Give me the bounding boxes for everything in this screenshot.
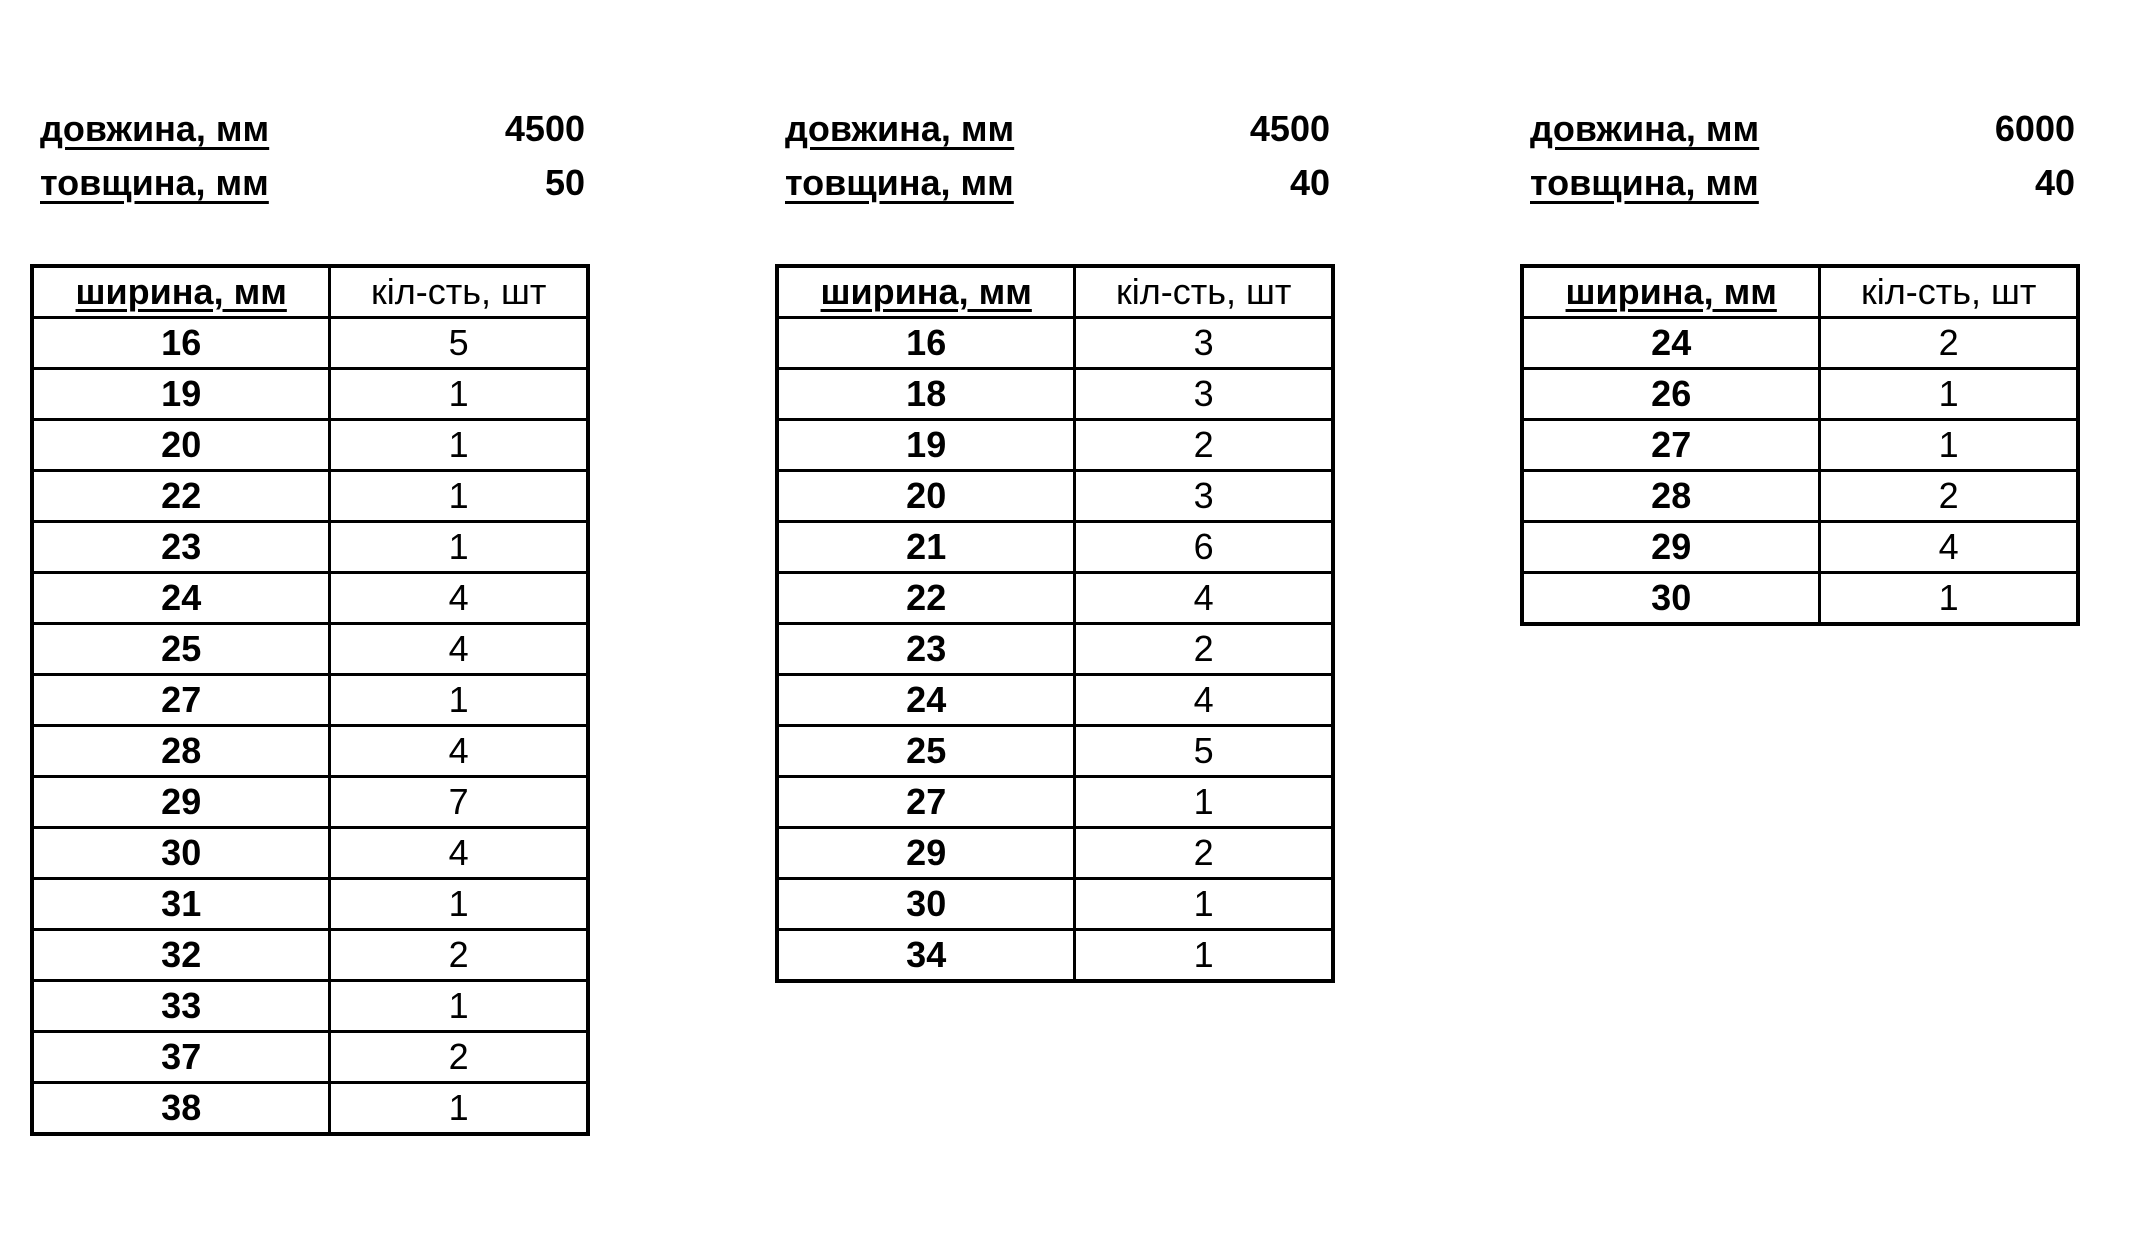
width-cell: 29 [1522, 522, 1820, 573]
width-cell: 19 [32, 369, 330, 420]
widths-table [775, 264, 1335, 983]
qty-column-header: кіл-сть, шт [1820, 266, 2078, 318]
width-cell: 24 [1522, 318, 1820, 369]
qty-cell: 2 [1820, 471, 2078, 522]
qty-cell: 1 [1075, 777, 1333, 828]
width-cell: 29 [32, 777, 330, 828]
table-row [32, 624, 588, 675]
table-row [32, 420, 588, 471]
table-row [777, 624, 1333, 675]
table-row [1522, 318, 2078, 369]
width-cell: 16 [777, 318, 1075, 369]
width-cell: 20 [777, 471, 1075, 522]
qty-cell: 4 [330, 726, 588, 777]
qty-cell: 2 [330, 930, 588, 981]
table-row [32, 318, 588, 369]
table-row [777, 471, 1333, 522]
width-column-header: ширина, мм [32, 266, 330, 318]
table-row [32, 726, 588, 777]
table-row [32, 369, 588, 420]
table-row [32, 930, 588, 981]
qty-cell: 1 [1820, 420, 2078, 471]
qty-cell: 5 [1075, 726, 1333, 777]
table-row [777, 930, 1333, 982]
length-value: 6000 [1994, 108, 2075, 149]
length-row [40, 108, 585, 158]
width-cell: 25 [777, 726, 1075, 777]
width-cell: 24 [32, 573, 330, 624]
width-cell: 38 [32, 1083, 330, 1135]
thickness-label: товщина, мм [1530, 162, 1759, 203]
thickness-value: 40 [1289, 162, 1330, 203]
table-row [1522, 369, 2078, 420]
table-row [1522, 522, 2078, 573]
length-row [1530, 108, 2075, 158]
width-cell: 28 [32, 726, 330, 777]
qty-cell: 4 [330, 828, 588, 879]
table-row [777, 726, 1333, 777]
qty-cell: 4 [330, 624, 588, 675]
width-cell: 32 [32, 930, 330, 981]
table-row [32, 1032, 588, 1083]
width-column-header: ширина, мм [777, 266, 1075, 318]
width-cell: 23 [777, 624, 1075, 675]
width-cell: 27 [32, 675, 330, 726]
width-cell: 27 [1522, 420, 1820, 471]
thickness-value: 40 [2034, 162, 2075, 203]
qty-cell: 6 [1075, 522, 1333, 573]
qty-cell: 3 [1075, 318, 1333, 369]
thickness-row [785, 162, 1330, 212]
qty-cell: 2 [330, 1032, 588, 1083]
width-cell: 20 [32, 420, 330, 471]
qty-column-header: кіл-сть, шт [330, 266, 588, 318]
table-row [32, 879, 588, 930]
width-cell: 26 [1522, 369, 1820, 420]
width-cell: 18 [777, 369, 1075, 420]
length-label: довжина, мм [1530, 108, 1760, 149]
width-cell: 33 [32, 981, 330, 1032]
qty-cell: 7 [330, 777, 588, 828]
table-row [32, 777, 588, 828]
qty-cell: 3 [1075, 369, 1333, 420]
length-row [785, 108, 1330, 158]
widths-table [1520, 264, 2080, 626]
qty-cell: 3 [1075, 471, 1333, 522]
qty-cell: 1 [1820, 369, 2078, 420]
widths-table [30, 264, 590, 1136]
table-header-row [777, 266, 1333, 318]
table-row [32, 471, 588, 522]
thickness-value: 50 [544, 162, 585, 203]
table-row [777, 828, 1333, 879]
table-row [777, 522, 1333, 573]
qty-cell: 2 [1820, 318, 2078, 369]
width-cell: 30 [1522, 573, 1820, 625]
qty-cell: 2 [1075, 420, 1333, 471]
thickness-row [1530, 162, 2075, 212]
qty-cell: 5 [330, 318, 588, 369]
thickness-row [40, 162, 585, 212]
qty-cell: 1 [330, 1083, 588, 1135]
table-row [777, 675, 1333, 726]
table-row [1522, 420, 2078, 471]
qty-cell: 2 [1075, 828, 1333, 879]
table-row [777, 369, 1333, 420]
thickness-label: товщина, мм [785, 162, 1014, 203]
table-row [777, 420, 1333, 471]
width-cell: 27 [777, 777, 1075, 828]
width-cell: 21 [777, 522, 1075, 573]
qty-cell: 1 [1075, 879, 1333, 930]
qty-cell: 4 [330, 573, 588, 624]
width-cell: 22 [777, 573, 1075, 624]
length-label: довжина, мм [785, 108, 1015, 149]
qty-cell: 1 [330, 471, 588, 522]
width-cell: 19 [777, 420, 1075, 471]
qty-cell: 1 [1820, 573, 2078, 625]
qty-cell: 1 [330, 522, 588, 573]
width-cell: 31 [32, 879, 330, 930]
table-row [777, 318, 1333, 369]
length-value: 4500 [1249, 108, 1330, 149]
width-cell: 28 [1522, 471, 1820, 522]
table-row [32, 828, 588, 879]
qty-cell: 4 [1820, 522, 2078, 573]
width-cell: 34 [777, 930, 1075, 982]
qty-cell: 1 [330, 879, 588, 930]
width-cell: 30 [777, 879, 1075, 930]
qty-cell: 1 [330, 981, 588, 1032]
table-row [1522, 573, 2078, 625]
qty-cell: 2 [1075, 624, 1333, 675]
table-header-row [1522, 266, 2078, 318]
thickness-label: товщина, мм [40, 162, 269, 203]
width-cell: 30 [32, 828, 330, 879]
width-cell: 24 [777, 675, 1075, 726]
qty-cell: 1 [1075, 930, 1333, 982]
qty-cell: 1 [330, 420, 588, 471]
table-row [32, 675, 588, 726]
table-row [32, 573, 588, 624]
width-cell: 37 [32, 1032, 330, 1083]
table-row [1522, 471, 2078, 522]
width-column-header: ширина, мм [1522, 266, 1820, 318]
table-row [777, 573, 1333, 624]
qty-cell: 1 [330, 675, 588, 726]
qty-cell: 1 [330, 369, 588, 420]
table-row [777, 777, 1333, 828]
width-cell: 29 [777, 828, 1075, 879]
width-cell: 16 [32, 318, 330, 369]
table-row [32, 522, 588, 573]
table-row [32, 1083, 588, 1135]
table-row [32, 981, 588, 1032]
width-cell: 22 [32, 471, 330, 522]
qty-column-header: кіл-сть, шт [1075, 266, 1333, 318]
table-header-row [32, 266, 588, 318]
qty-cell: 4 [1075, 573, 1333, 624]
width-cell: 25 [32, 624, 330, 675]
length-value: 4500 [504, 108, 585, 149]
width-cell: 23 [32, 522, 330, 573]
qty-cell: 4 [1075, 675, 1333, 726]
table-row [777, 879, 1333, 930]
length-label: довжина, мм [40, 108, 270, 149]
